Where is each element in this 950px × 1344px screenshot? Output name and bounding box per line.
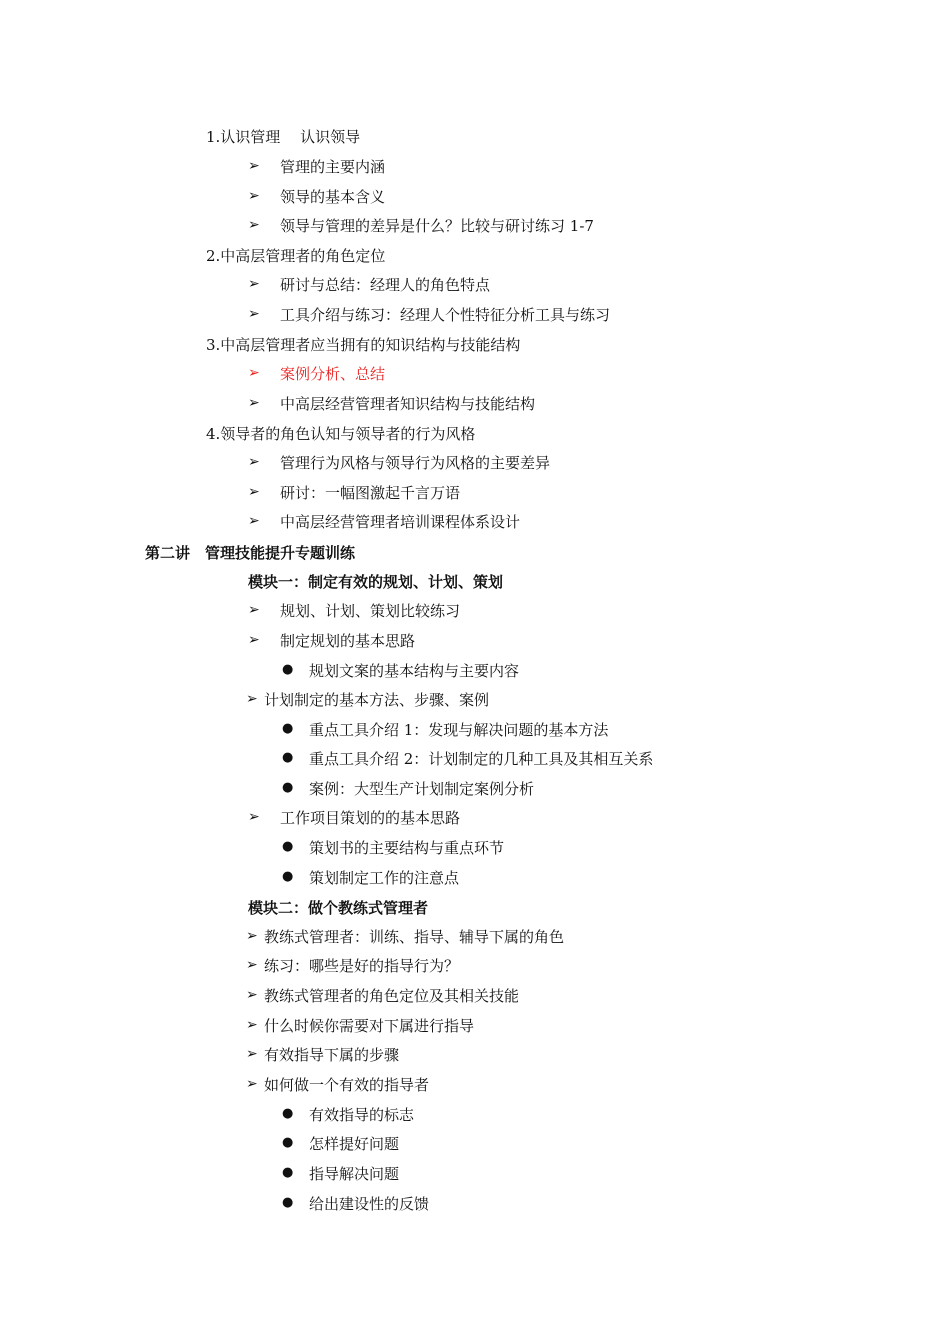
arrow-bullet-icon: ➢ (248, 454, 260, 470)
list-item-text: 练习：哪些是好的指导行为？ (264, 957, 460, 975)
arrow-bullet-icon: ➢ (248, 306, 260, 322)
list-item-text: 案例：大型生产计划制定案例分析 (309, 780, 535, 798)
list-item-text: 2.中高层管理者的角色定位 (206, 247, 386, 265)
arrow-bullet-icon: ➢ (248, 217, 260, 233)
dot-bullet-icon: ● (282, 1135, 294, 1150)
arrow-bullet-icon: ➢ (246, 1017, 258, 1033)
arrow-bullet-icon: ➢ (246, 1076, 258, 1092)
dot-bullet-icon: ● (282, 1195, 294, 1210)
list-item-text: 重点工具介绍 2：计划制定的几种工具及其相互关系 (309, 750, 654, 768)
dot-bullet-icon: ● (282, 780, 294, 795)
dot-bullet-icon: ● (282, 1165, 294, 1180)
arrow-bullet-icon: ➢ (248, 484, 260, 500)
arrow-bullet-icon: ➢ (246, 691, 258, 707)
arrow-bullet-icon: ➢ (248, 632, 260, 648)
section-heading: 第二讲 管理技能提升专题训练 (145, 544, 356, 562)
dot-bullet-icon: ● (282, 662, 294, 677)
arrow-bullet-icon: ➢ (248, 395, 260, 411)
list-item-text: 计划制定的基本方法、步骤、案例 (264, 691, 490, 709)
list-item-text: 教练式管理者：训练、指导、辅导下属的角色 (264, 928, 565, 946)
section-heading: 模块一：制定有效的规划、计划、策划 (248, 573, 504, 591)
dot-bullet-icon: ● (282, 839, 294, 854)
list-item-text: 领导与管理的差异是什么？比较与研讨练习 1-7 (280, 217, 594, 235)
list-item-text: 研讨：一幅图激起千言万语 (280, 484, 461, 502)
arrow-bullet-icon: ➢ (248, 513, 260, 529)
list-item-text: 指导解决问题 (309, 1165, 400, 1183)
list-item-text: 研讨与总结：经理人的角色特点 (280, 276, 491, 294)
list-item-text: 规划文案的基本结构与主要内容 (309, 662, 520, 680)
arrow-bullet-icon: ➢ (246, 1046, 258, 1062)
list-item-text: 工作项目策划的的基本思路 (280, 809, 461, 827)
list-item-text: 案例分析、总结 (280, 365, 386, 383)
list-item-text: 1.认识管理 认识领导 (206, 128, 361, 146)
list-item-text: 3.中高层管理者应当拥有的知识结构与技能结构 (206, 336, 521, 354)
list-item-text: 4.领导者的角色认知与领导者的行为风格 (206, 425, 476, 443)
list-item-text: 策划书的主要结构与重点环节 (309, 839, 505, 857)
list-item-text: 重点工具介绍 1：发现与解决问题的基本方法 (309, 721, 609, 739)
arrow-bullet-icon: ➢ (248, 188, 260, 204)
arrow-bullet-icon: ➢ (246, 987, 258, 1003)
list-item-text: 有效指导下属的步骤 (264, 1046, 400, 1064)
arrow-bullet-icon: ➢ (248, 365, 260, 381)
dot-bullet-icon: ● (282, 1106, 294, 1121)
arrow-bullet-icon: ➢ (248, 158, 260, 174)
dot-bullet-icon: ● (282, 869, 294, 884)
list-item-text: 有效指导的标志 (309, 1106, 415, 1124)
arrow-bullet-icon: ➢ (248, 809, 260, 825)
list-item-text: 教练式管理者的角色定位及其相关技能 (264, 987, 520, 1005)
list-item-text: 如何做一个有效的指导者 (264, 1076, 430, 1094)
arrow-bullet-icon: ➢ (246, 957, 258, 973)
list-item-text: 制定规划的基本思路 (280, 632, 416, 650)
list-item-text: 工具介绍与练习：经理人个性特征分析工具与练习 (280, 306, 611, 324)
list-item-text: 什么时候你需要对下属进行指导 (264, 1017, 475, 1035)
list-item-text: 怎样提好问题 (309, 1135, 400, 1153)
arrow-bullet-icon: ➢ (246, 928, 258, 944)
list-item-text: 领导的基本含义 (280, 188, 386, 206)
list-item-text: 规划、计划、策划比较练习 (280, 602, 461, 620)
list-item-text: 中高层经营管理者培训课程体系设计 (280, 513, 521, 531)
arrow-bullet-icon: ➢ (248, 602, 260, 618)
list-item-text: 管理的主要内涵 (280, 158, 386, 176)
list-item-text: 中高层经营管理者知识结构与技能结构 (280, 395, 536, 413)
dot-bullet-icon: ● (282, 721, 294, 736)
list-item-text: 给出建设性的反馈 (309, 1195, 430, 1213)
arrow-bullet-icon: ➢ (248, 276, 260, 292)
list-item-text: 管理行为风格与领导行为风格的主要差异 (280, 454, 551, 472)
list-item-text: 策划制定工作的注意点 (309, 869, 460, 887)
dot-bullet-icon: ● (282, 750, 294, 765)
section-heading: 模块二：做个教练式管理者 (248, 899, 429, 917)
